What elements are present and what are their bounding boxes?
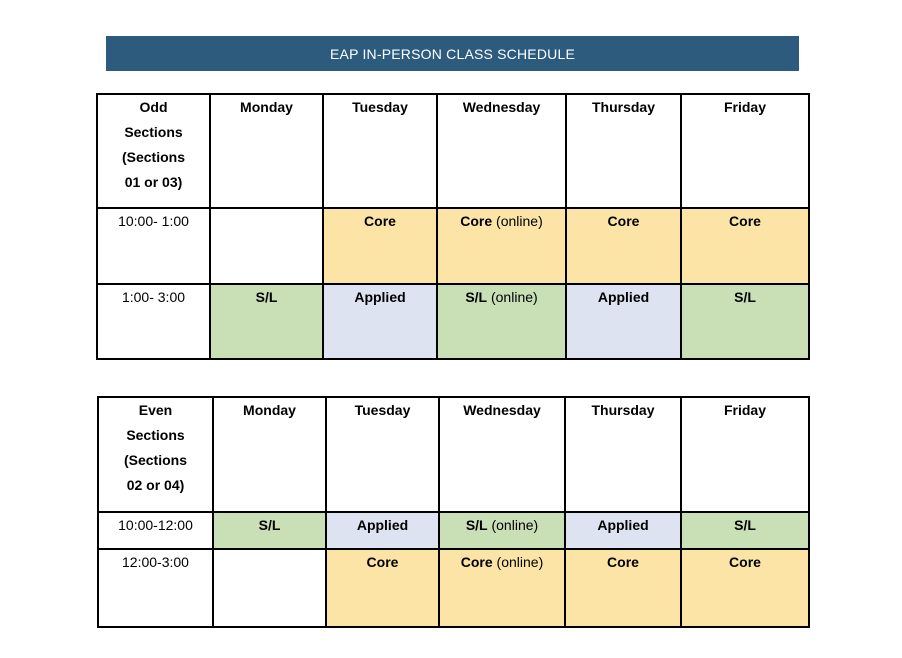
odd-sections-table — [96, 93, 810, 360]
even-sections-table — [97, 396, 810, 628]
schedule-cell: Core — [681, 549, 809, 627]
schedule-cell: S/L (online) — [437, 284, 566, 359]
time-slot: 1:00- 3:00 — [97, 284, 210, 359]
day-header-tuesday: Tuesday — [323, 94, 437, 208]
table-row — [97, 208, 809, 284]
day-header-wednesday: Wednesday — [437, 94, 566, 208]
schedule-cell: S/L — [210, 284, 323, 359]
schedule-cell — [213, 549, 326, 627]
section-label-cell: Odd Sections (Sections 01 or 03) — [97, 94, 210, 208]
schedule-title-banner — [106, 36, 799, 71]
day-header-thursday: Thursday — [566, 94, 681, 208]
time-slot: 10:00- 1:00 — [97, 208, 210, 284]
schedule-cell: Core — [681, 208, 809, 284]
schedule-title: EAP IN-PERSON CLASS SCHEDULE — [330, 45, 575, 62]
header-row — [97, 94, 809, 208]
time-slot: 10:00-12:00 — [98, 512, 213, 549]
day-header-thursday: Thursday — [565, 397, 681, 512]
schedule-cell: Applied — [565, 512, 681, 549]
schedule-cell: Applied — [566, 284, 681, 359]
schedule-cell — [210, 208, 323, 284]
day-header-tuesday: Tuesday — [326, 397, 439, 512]
schedule-cell: S/L — [681, 284, 809, 359]
time-slot: 12:00-3:00 — [98, 549, 213, 627]
section-label-cell: Even Sections (Sections 02 or 04) — [98, 397, 213, 512]
table-row — [98, 512, 809, 549]
day-header-friday: Friday — [681, 397, 809, 512]
header-row — [98, 397, 809, 512]
day-header-monday: Monday — [213, 397, 326, 512]
schedule-cell: S/L — [213, 512, 326, 549]
schedule-cell: Core (online) — [437, 208, 566, 284]
schedule-cell: S/L (online) — [439, 512, 565, 549]
schedule-cell: Applied — [326, 512, 439, 549]
day-header-friday: Friday — [681, 94, 809, 208]
schedule-cell: Core — [566, 208, 681, 284]
schedule-cell: Core — [323, 208, 437, 284]
schedule-cell: Core (online) — [439, 549, 565, 627]
day-header-monday: Monday — [210, 94, 323, 208]
table-row — [98, 549, 809, 627]
day-header-wednesday: Wednesday — [439, 397, 565, 512]
schedule-cell: Core — [326, 549, 439, 627]
schedule-cell: S/L — [681, 512, 809, 549]
schedule-cell: Applied — [323, 284, 437, 359]
schedule-cell: Core — [565, 549, 681, 627]
table-row — [97, 284, 809, 359]
